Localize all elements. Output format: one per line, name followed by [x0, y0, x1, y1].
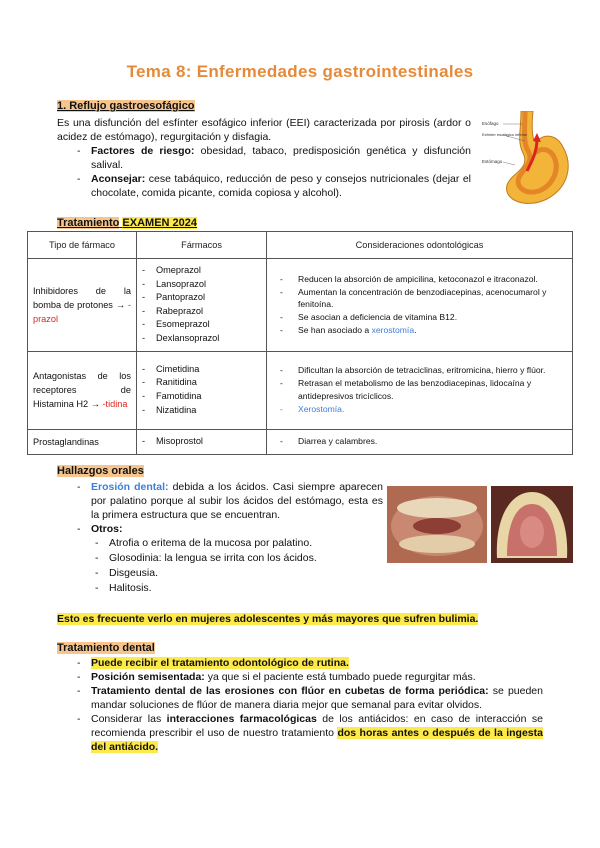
drug-item: - Dexlansoprazol	[138, 332, 265, 346]
reflujo-heading: 1. Reflujo gastroesofágico	[57, 100, 195, 112]
drug-item: - Rabeprazol	[138, 305, 265, 319]
consideration-item: - Reducen la absorción de ampicilina, ketoconazol e itraconazol.	[268, 273, 567, 286]
header-tipo: Tipo de fármaco	[28, 232, 137, 259]
otros-subitem: - Halitosis.	[73, 581, 383, 596]
tratamiento-heading: Tratamiento EXAMEN 2024	[57, 217, 198, 229]
otros-subitem: - Glosodinia: la lengua se irrita con los ácidos.	[73, 551, 383, 566]
table-row: Antagonistas de los receptores de Histamina H2 → -tidina - Cimetidina - Ranitidina - Famotidina - Nizatidina - Dificultan la absorción de tetraciclinas, eritromicina, hierro y flúor. - Retrasan el metabolismo de las benzodiacepinas, lidocaína y antidepresivos tricíclicos. - Xerostomía.	[28, 351, 573, 429]
drug-item: - Pantoprazol	[138, 291, 265, 305]
hallazgos-list	[73, 480, 383, 596]
drug-item: - Famotidina	[138, 390, 265, 404]
header-farmacos: Fármacos	[137, 232, 267, 259]
consideration-item: - Xerostomía.	[268, 403, 567, 416]
bulimia-note: Esto es frecuente verlo en mujeres adolescentes y más mayores que sufren bulimia.	[57, 613, 479, 625]
drug-item: - Lansoprazol	[138, 278, 265, 292]
label-esofago: Esófago	[482, 121, 499, 126]
dental-item: - Posición semisentada: ya que si el paciente está tumbado puede regurgitar más.	[73, 670, 543, 684]
erosion-item: - Erosión dental: debida a los ácidos. Casi siempre aparecen por palatino porque al subir los ácidos del estómago, esta es la primera estructura que se encuentran.	[73, 480, 383, 522]
consideration-item: - Se han asociado a xerostomía.	[268, 324, 567, 337]
consideration-item: - Diarrea y calambres.	[268, 435, 567, 448]
drug-item: - Ranitidina	[138, 376, 265, 390]
consideration-item: - Dificultan la absorción de tetraciclinas, eritromicina, hierro y flúor.	[268, 364, 567, 377]
stomach-illustration	[481, 111, 573, 211]
dental-item: - Considerar las interacciones farmacológicas de los antiácidos: en caso de interacción se recomienda prescribir el uso de nuestro tratamiento dos horas antes o después de la ingesta del antiácido.	[73, 712, 543, 754]
dental-item: - Tratamiento dental de las erosiones con flúor en cubetas de forma periódica: se pueden mandar soluciones de flúor de manera diaria mejor que semanal para evitar olvidos.	[73, 684, 543, 712]
consideration-item: - Se asocian a deficiencia de vitamina B12.	[268, 311, 567, 324]
drug-table	[27, 231, 573, 455]
consideration-item: - Retrasan el metabolismo de las benzodiacepinas, lidocaína y antidepresivos tricíclicos.	[268, 377, 567, 403]
risk-factors-item: - Factores de riesgo: obesidad, tabaco, predisposición genética y disfunción salival.	[73, 144, 471, 172]
table-row: Inhibidores de la bomba de protones → -prazol - Omeprazol - Lansoprazol - Pantoprazol - Rabeprazol - Esomeprazol - Dexlansoprazol - Reducen la absorción de ampicilina, ketoconazol e itraconazol. - Aumentan la concentración de benzodiacepinas, acenocumarol y fenitoína. - Se asocian a deficiencia de vitamina B12. - Se han asociado a xerostomía.	[28, 259, 573, 352]
hallazgos-heading: Hallazgos orales	[57, 465, 144, 477]
otros-subitem: - Disgeusia.	[73, 566, 383, 581]
dental-list	[73, 656, 543, 754]
oral-photo-erosion-2	[491, 486, 573, 563]
dental-item: - Puede recibir el tratamiento odontológico de rutina.	[73, 656, 543, 670]
consideration-item: - Aumentan la concentración de benzodiacepinas, acenocumarol y fenitoína.	[268, 286, 567, 312]
advice-item: - Aconsejar: cese tabáquico, reducción de peso y consejos nutricionales (dejar el chocolate, comida picante, comida copiosa y alcohol).	[73, 172, 471, 200]
dental-heading: Tratamiento dental	[57, 642, 155, 654]
drug-item: - Cimetidina	[138, 363, 265, 377]
otros-item: - Otros:	[73, 522, 383, 536]
label-esfinter: Esfínter esofágico inferior	[482, 132, 528, 137]
reflujo-description: Es una disfunción del esfínter esofágico inferior (EEI) caracterizada por pirosis (ardor o acidez de estómago), regurgitación y disfagia. - Factores de riesgo: obesidad, tabaco, predisposición genética y disfunción salival. - Aconsejar: cese tabáquico, reducción de peso y consejos nutricionales (dejar el chocolate, comida picante, comida copiosa y alcohol).	[57, 116, 471, 200]
otros-subitem: - Atrofia o eritema de la mucosa por palatino.	[73, 536, 383, 551]
header-consideraciones: Consideraciones odontológicas	[267, 232, 573, 259]
drug-item: - Esomeprazol	[138, 318, 265, 332]
drug-item: - Misoprostol	[138, 435, 265, 449]
page-title: Tema 8: Enfermedades gastrointestinales	[126, 62, 474, 81]
table-row: Prostaglandinas - Misoprostol - Diarrea y calambres.	[28, 429, 573, 454]
drug-item: - Omeprazol	[138, 264, 265, 278]
drug-item: - Nizatidina	[138, 404, 265, 418]
oral-photo-erosion-1	[387, 486, 487, 563]
label-estomago: Estómago	[482, 159, 503, 164]
